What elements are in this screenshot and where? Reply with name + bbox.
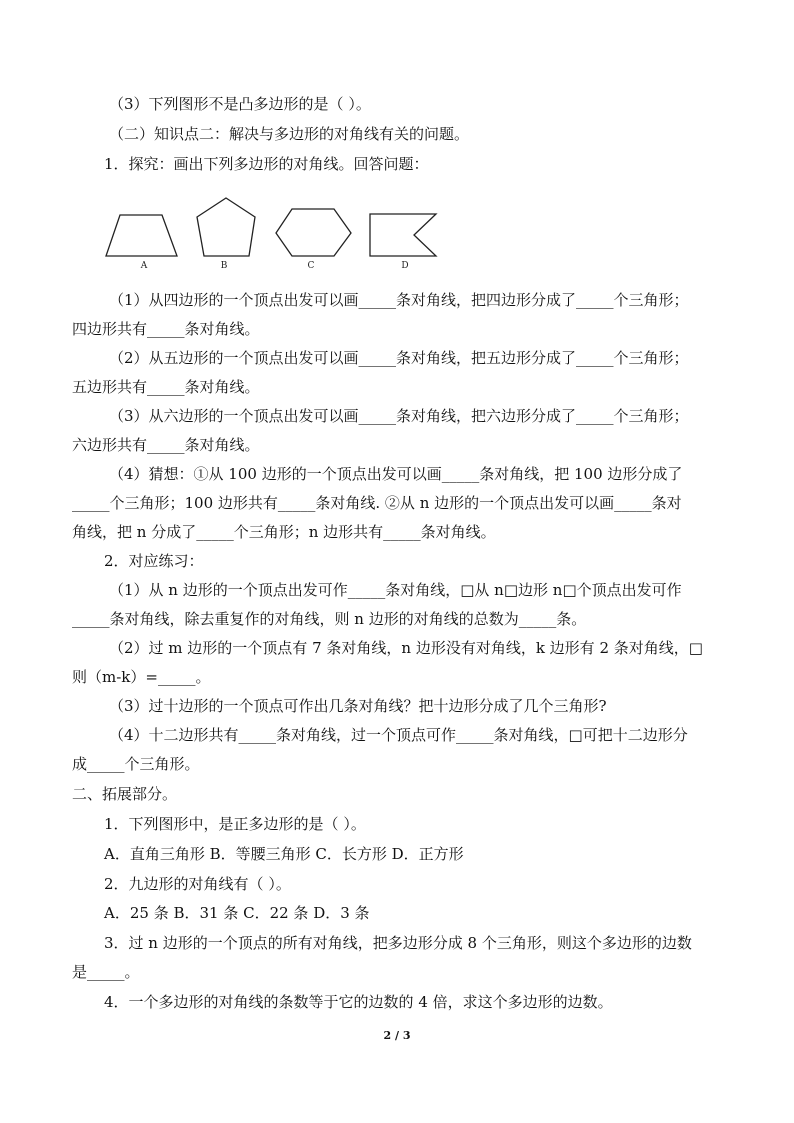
text-line: （2）过 m 边形的一个顶点有 7 条对角线，n 边形没有对角线，k 边形有 2 条对角线，□ <box>109 639 703 657</box>
text-line: 五边形共有_____条对角线。 <box>72 378 260 396</box>
figure-label-a: A <box>140 261 148 271</box>
text-line: 成_____个三角形。 <box>72 755 200 773</box>
text-line: 则（m-k）=_____。 <box>72 668 211 686</box>
concave-d <box>370 214 436 256</box>
text-line: （3）下列图形不是凸多边形的是（ ）。 <box>109 95 371 113</box>
figure-label-c: C <box>307 261 315 271</box>
figure-label-b: B <box>220 261 228 271</box>
text-line: 二、拓展部分。 <box>72 785 178 803</box>
text-line: _____个三角形；100 边形共有_____条对角线. ②从 n 边形的一个顶点出发可以画_____条对 <box>72 494 682 512</box>
text-line: 3．过 n 边形的一个顶点的所有对角线，把多边形分成 8 个三角形，则这个多边形的边数 <box>104 934 692 952</box>
polygon-figures <box>100 193 460 275</box>
text-line: （二）知识点二：解决与多边形的对角线有关的问题。 <box>109 125 470 143</box>
page-number: 2 / 3 <box>383 1029 411 1042</box>
text-line: 2．对应练习： <box>104 552 204 570</box>
text-line: （2）从五边形的一个顶点出发可以画_____条对角线，把五边形分成了_____个三角形； <box>109 349 689 367</box>
hexagon-c <box>276 209 351 256</box>
text-line: A．直角三角形 B．等腰三角形 C．长方形 D．正方形 <box>104 845 464 863</box>
text-line: 角线，把 n 分成了_____个三角形；n 边形共有_____条对角线。 <box>72 523 496 541</box>
text-line: 1．探究：画出下列多边形的对角线。回答问题： <box>104 155 429 173</box>
text-line: （4）十二边形共有_____条对角线，过一个顶点可作_____条对角线，□可把十二边形分 <box>109 726 688 744</box>
figure-label-d: D <box>401 261 409 271</box>
text-line: 1．下列图形中，是正多边形的是（ ）。 <box>104 815 366 833</box>
text-line: 2．九边形的对角线有（ ）。 <box>104 875 291 893</box>
text-line: （3）过十边形的一个顶点可作出几条对角线？把十边形分成了几个三角形? <box>109 697 607 715</box>
text-line: A．25 条 B．31 条 C．22 条 D．3 条 <box>104 904 370 922</box>
trapezoid-a <box>106 215 177 256</box>
text-line: 六边形共有_____条对角线。 <box>72 436 260 454</box>
text-line: （4）猜想：①从 100 边形的一个顶点出发可以画_____条对角线，把 100 边形分成了 <box>109 465 683 483</box>
text-line: 是_____。 <box>72 963 140 981</box>
text-line: （3）从六边形的一个顶点出发可以画_____条对角线，把六边形分成了_____个三角形； <box>109 407 689 425</box>
text-line: （1）从 n 边形的一个顶点出发可作_____条对角线，□从 n□边形 n□个顶点出发可作 <box>109 581 682 599</box>
text-line: （1）从四边形的一个顶点出发可以画_____条对角线，把四边形分成了_____个三角形； <box>109 291 689 309</box>
text-line: _____条对角线，除去重复作的对角线，则 n 边形的对角线的总数为_____条。 <box>72 610 587 628</box>
text-line: 四边形共有_____条对角线。 <box>72 320 260 338</box>
text-line: 4．一个多边形的对角线的条数等于它的边数的 4 倍，求这个多边形的边数。 <box>104 993 613 1011</box>
pentagon-b <box>197 198 255 256</box>
